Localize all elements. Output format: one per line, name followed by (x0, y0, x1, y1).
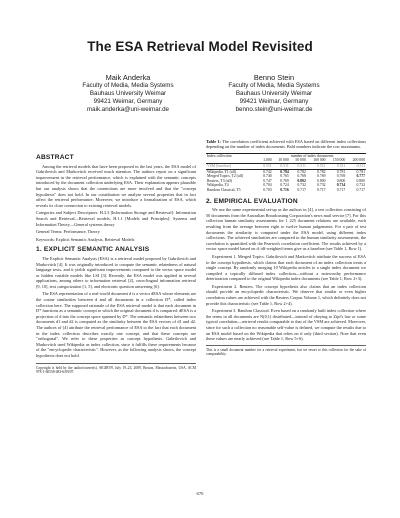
table-cell: 0.765 (280, 174, 289, 179)
table-header-cell: 100 000 (307, 158, 327, 163)
author-block-1 (48, 73, 208, 114)
keywords-text: Keywords: Explicit Semantic Analysis, Retrieval Models (36, 236, 135, 242)
author-block-2 (194, 73, 354, 114)
table-cell: 0.732 (356, 183, 365, 188)
section1-heading: 1. EXPLICIT SEMANTIC ANALYSIS (36, 246, 150, 254)
table-row-label: Random Classical, T5 (207, 187, 241, 192)
table-cell: 0.717 (297, 187, 306, 192)
table-header-cell: 50 000 (290, 158, 307, 163)
table-cell: 0.732 (297, 183, 306, 188)
table-header-cell: 10 000 (273, 158, 290, 163)
abstract-text: Among the retrieval models that have been proposed in the last years, the ESA model of Gabrilovich and Markovitch received much attention. The authors report on a significant improvement in the retrieval performance, which is explained with the semantic concepts introduced by the document collection underlying ESA. Their explanation appears plausible but our analysis shows that the connections are more involved and that the "concept hypothesis" does not hold. In our contribution we analyze several properties that in fact affect the retrieval performance. Moreover, we introduce a formalization of ESA, which reveals its close connection to existing retrieval models. (36, 163, 196, 208)
table-cell: 0.511 (290, 164, 307, 170)
table-cell: 0.717 (356, 187, 365, 192)
table-cell: 0.781 (356, 169, 365, 174)
author-city: 99421 Weimar, Germany (239, 98, 309, 105)
table-row-label: Merged Topics, T2 (all) (207, 174, 244, 179)
table-caption-text: The correlation coefficient achieved with ESA based on different index collections depending on the number of index documents. Bold numbers indicate the row maximums. (206, 139, 367, 150)
table-header-cell: 1,000 (258, 158, 272, 163)
table-cell: 0.724 (280, 183, 289, 188)
table-cell: 0.769 (317, 174, 326, 179)
author-email[interactable]: benno.stein@uni-weimar.de (235, 106, 313, 113)
table-header-cell: 200 000 (346, 158, 366, 163)
table-cell: 0.768 (297, 174, 306, 179)
table-cell: 0.740 (263, 174, 272, 179)
table-row-label: VSM (baseline) (206, 164, 258, 170)
table-header-cell: number of index documents (258, 153, 366, 158)
table-cell: 0.717 (336, 187, 346, 192)
categories-text: Categories and Subject Descriptors: H.3.3 [Information Storage and Retrieval]: Information Search and Retrieval—Retrieval models; H.1.1 [Models and Principles]: Systems and Information Theory—General systems theory (36, 210, 196, 227)
results-table (206, 153, 366, 193)
copyright-notice: Copyright is held by the author/owner(s). SIGIR'09, July 19–23, 2009, Boston, Massachusetts, USA. ACM 978-1-60558-483-6/09/07. (36, 363, 196, 375)
table-cell: 0.511 (258, 164, 272, 170)
abstract-heading: ABSTRACT (36, 154, 74, 161)
table-cell: 0.732 (317, 183, 326, 188)
table-cell: 0.781 (336, 169, 346, 174)
table-row (206, 188, 366, 193)
footnote: This is a small document number for a retrieval experiment, but we resort to this collection for the sake of comparability. (206, 345, 366, 357)
table-body (206, 164, 366, 193)
table-cell: 0.802 (297, 178, 306, 183)
author-affiliation: Faculty of Media, Media Systems (228, 82, 320, 89)
left-column (36, 155, 196, 377)
table-cell: 0.703 (263, 187, 272, 192)
section1-paragraph: The ESA representation of a real-world document d is a vector dESA whose elements are the cosine similarities between d and all documents in a collection D*, called index collection here. The supposed rationale of the ESA retrieval model is that each document in D* functions as a semantic concept to which the original document d is compared: dESA is a projection of d into the concept space spanned by D*. The semantic relatedness between two documents d1 and d2 is computed as the similarity between the ESA vectors of d1 and d2. The authors of [4] attribute the retrieval performance of ESA to the fact that each document in the index collection describes exactly one concept, and that these concepts are "orthogonal". We refer to these properties as concept hypothesis. Gabrilovich and Markovitch used Wikipedia as index collection, since it fulfills these requirements because of the "encyclopedic characteristic". However, as the following analysis shows, the concept hypothesis does not hold. (36, 291, 196, 358)
table-cell: 0.800 (317, 178, 326, 183)
section2-heading: 2. EMPIRICAL EVALUATION (206, 197, 298, 205)
table-row-label: Reuters, T3 (all) (207, 178, 232, 183)
table-cell: 0.782 (317, 169, 326, 174)
table-cell: 0.747 (263, 178, 272, 183)
paper-title: The ESA Retrieval Model Revisited (87, 39, 313, 54)
author-email[interactable]: maik.anderka@uni-weimar.de (87, 106, 169, 113)
author-university: Bauhaus University Weimar (89, 90, 167, 97)
author-affiliation: Faculty of Media, Media Systems (82, 82, 174, 89)
section2-paragraph: Experiment 3. Random Classical. Even based on a randomly built index collection where the terms in all documents are N(0,1) distributed—instead of obeying to Zipf's law or some typical correlation—retrieval results comparable to that of the VSM are achieved. Moreover, since for such a collection no reasonable self-value is defined, we compute the results due to an ESA model based on the Wikipedia that relies on tf only (third section). Note that even these values are nearly achieved (see Table 1, Row 5+6). (206, 308, 366, 342)
table-cell: 0.704 (263, 183, 272, 188)
table-cell: 0.716 (280, 187, 289, 192)
table-cell: 0.511 (346, 164, 366, 170)
table-cell: 0.511 (327, 164, 347, 170)
table-cell: 0.511 (307, 164, 327, 170)
table-caption (206, 139, 366, 150)
section2-paragraph: Experiment 1. Merged Topics. Gabrilovich and Markovitch attribute the success of ESA to the concept hypothesis, which claims that each document of an index collection treats a single concept. By randomly merging 10 Wikipedia articles to a single index document we compiled a topically diffused index collection—without a noteworthy performance deterioration compared to the original Wikipedia index documents (see Table 1, Row 2+3). (206, 253, 366, 282)
table-cell: 0.769 (336, 174, 346, 179)
author-city: 99421 Weimar, Germany (93, 98, 163, 105)
table-row (206, 164, 366, 170)
general-terms-text: General Terms: Performance, Theory (36, 229, 100, 235)
author-university: Bauhaus University Weimar (235, 90, 313, 97)
section2-paragraph: Experiment 2. Reuters. The concept hypothesis also claims that an index collection should provide an encyclopedic characteristic. We observe that similar or even higher correlation values are achieved with the Reuters Corpus Volume 1, which definitely does not provide this characteristic (see Table 1, Row 2+4). (206, 283, 366, 306)
table-cell: 0.511 (273, 164, 290, 170)
table-cell: 0.742 (263, 169, 272, 174)
author-name: Maik Anderka (105, 73, 151, 82)
table-cell: 0.782 (297, 169, 306, 174)
table-cell: 0.784 (280, 169, 289, 174)
table-cell: 0.800 (356, 178, 365, 183)
table-cell: 0.777 (356, 174, 365, 179)
table-row-label: Wikipedia, T4 (207, 183, 229, 188)
author-name: Benno Stein (253, 73, 295, 82)
table-cell: 0.717 (317, 187, 326, 192)
table-caption-label: Table 1: (206, 139, 221, 144)
page-number: 670 (196, 491, 204, 496)
table-header-cell: Index collection (206, 153, 258, 158)
table-cell: 0.769 (280, 178, 289, 183)
section1-paragraph: The Explicit Semantic Analysis (ESA) is a retrieval model proposed by Gabrilovich and Markovitch [4]. It was originally introduced to compute the semantic relatedness of natural language texts, and it yields significant improvements compared to the vector space model or hidden variable models like LSI [3]. Recently, the ESA model was applied in several applications, among others to information retrieval [2], cross-lingual information retrieval [9, 10], text categorization [1, 5], and electronic question answering [6]. (36, 255, 196, 289)
table-header-cell: 150 000 (327, 158, 347, 163)
right-column (206, 139, 366, 357)
table-cell: 0.800 (336, 178, 346, 183)
section2-paragraph: We use the same experimental set-up as the authors in [4], a test collection consisting of 50 documents from the Australian Broadcasting Corporation's news mail service [7]. For this collection human similarity assessments for 1 225 document relations are available, each resulting from the average between eight to twelve human judgements. For a pair of test documents the similarity is computed under the ESA model, using different index collections. The achieved similarities are compared to the human similarity assessments, the correlation is quantified with the Pearson's correlation coefficient. The results achieved by a vector space model based on tf·idf-weighted terms give us a baseline (see Table 1, Row 1). (206, 207, 366, 252)
table-cell: 0.734 (336, 183, 346, 188)
table-row-label: Wikipedia, T1 (all) (207, 169, 236, 174)
